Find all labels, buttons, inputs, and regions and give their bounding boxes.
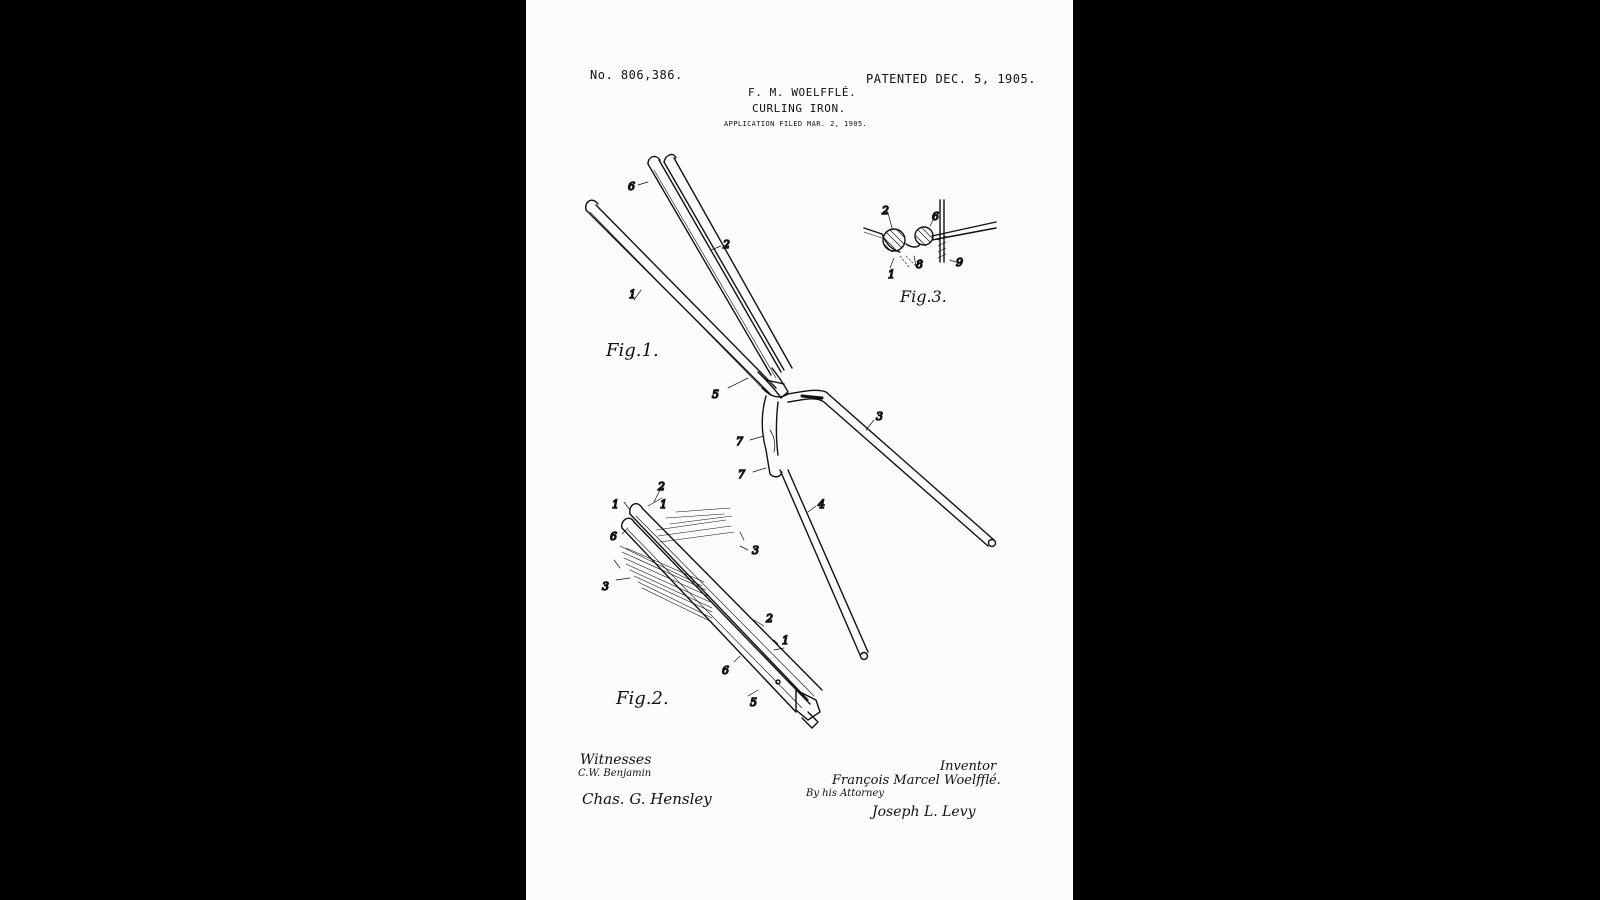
fig1-ref-4: 4 — [818, 498, 825, 511]
fig1-curling-iron — [586, 155, 996, 660]
by-attorney-label: By his Attorney — [806, 788, 885, 799]
fig2-ref-3b: 3 — [602, 580, 609, 593]
fig2-ref-5: 5 — [750, 696, 757, 709]
fig3-ref-1: 1 — [888, 268, 895, 281]
witness-2-signature: Chas. G. Hensley — [582, 790, 712, 808]
fig2-ref-3a: 3 — [752, 544, 759, 557]
fig3-ref-2: 2 — [882, 204, 889, 217]
patent-title: CURLING IRON. — [752, 102, 846, 115]
patent-sheet — [526, 0, 1073, 900]
fig2-ref-6: 6 — [610, 530, 617, 543]
fig1-ref-7b: 7 — [738, 468, 745, 481]
attorney-signature: Joseph L. Levy — [872, 804, 976, 820]
fig1-ref-2: 2 — [723, 238, 730, 251]
witnesses-label: Witnesses — [580, 752, 652, 768]
patent-number: No. 806,386. — [590, 68, 683, 82]
fig2-ref-2b: 2 — [766, 612, 773, 625]
fig1-caption: Fig.1. — [606, 340, 659, 361]
inventor-signature: François Marcel Woelfflé. — [832, 773, 1001, 788]
fig2-ref-2: 2 — [658, 480, 665, 493]
fig1-ref-3: 3 — [876, 410, 883, 423]
patent-date: PATENTED DEC. 5, 1905. — [866, 72, 1036, 86]
fig1-ref-7a: 7 — [736, 435, 743, 448]
fig3-ref-8: 8 — [916, 258, 923, 271]
application-filed: APPLICATION FILED MAR. 2, 1905. — [724, 120, 868, 128]
fig1-ref-5: 5 — [712, 388, 719, 401]
witness-1-signature: C.W. Benjamin — [578, 768, 652, 779]
fig2-ref-1c: 1 — [782, 634, 789, 647]
patent-drawing — [526, 0, 1073, 900]
fig1-ref-1: 1 — [629, 288, 636, 301]
fig3-ref-9: 9 — [956, 256, 963, 269]
fig2-ref-6b: 6 — [722, 664, 729, 677]
inventor-label: Inventor — [940, 759, 997, 774]
fig3-ref-6: 6 — [932, 210, 939, 223]
fig2-ref-1a: 1 — [612, 498, 619, 511]
fig2-ref-1b: 1 — [660, 498, 667, 511]
fig3-caption: Fig.3. — [900, 287, 947, 306]
fig1-ref-6: 6 — [628, 180, 635, 193]
inventor-name: F. M. WOELFFLÉ. — [748, 86, 857, 99]
fig2-caption: Fig.2. — [616, 688, 669, 709]
